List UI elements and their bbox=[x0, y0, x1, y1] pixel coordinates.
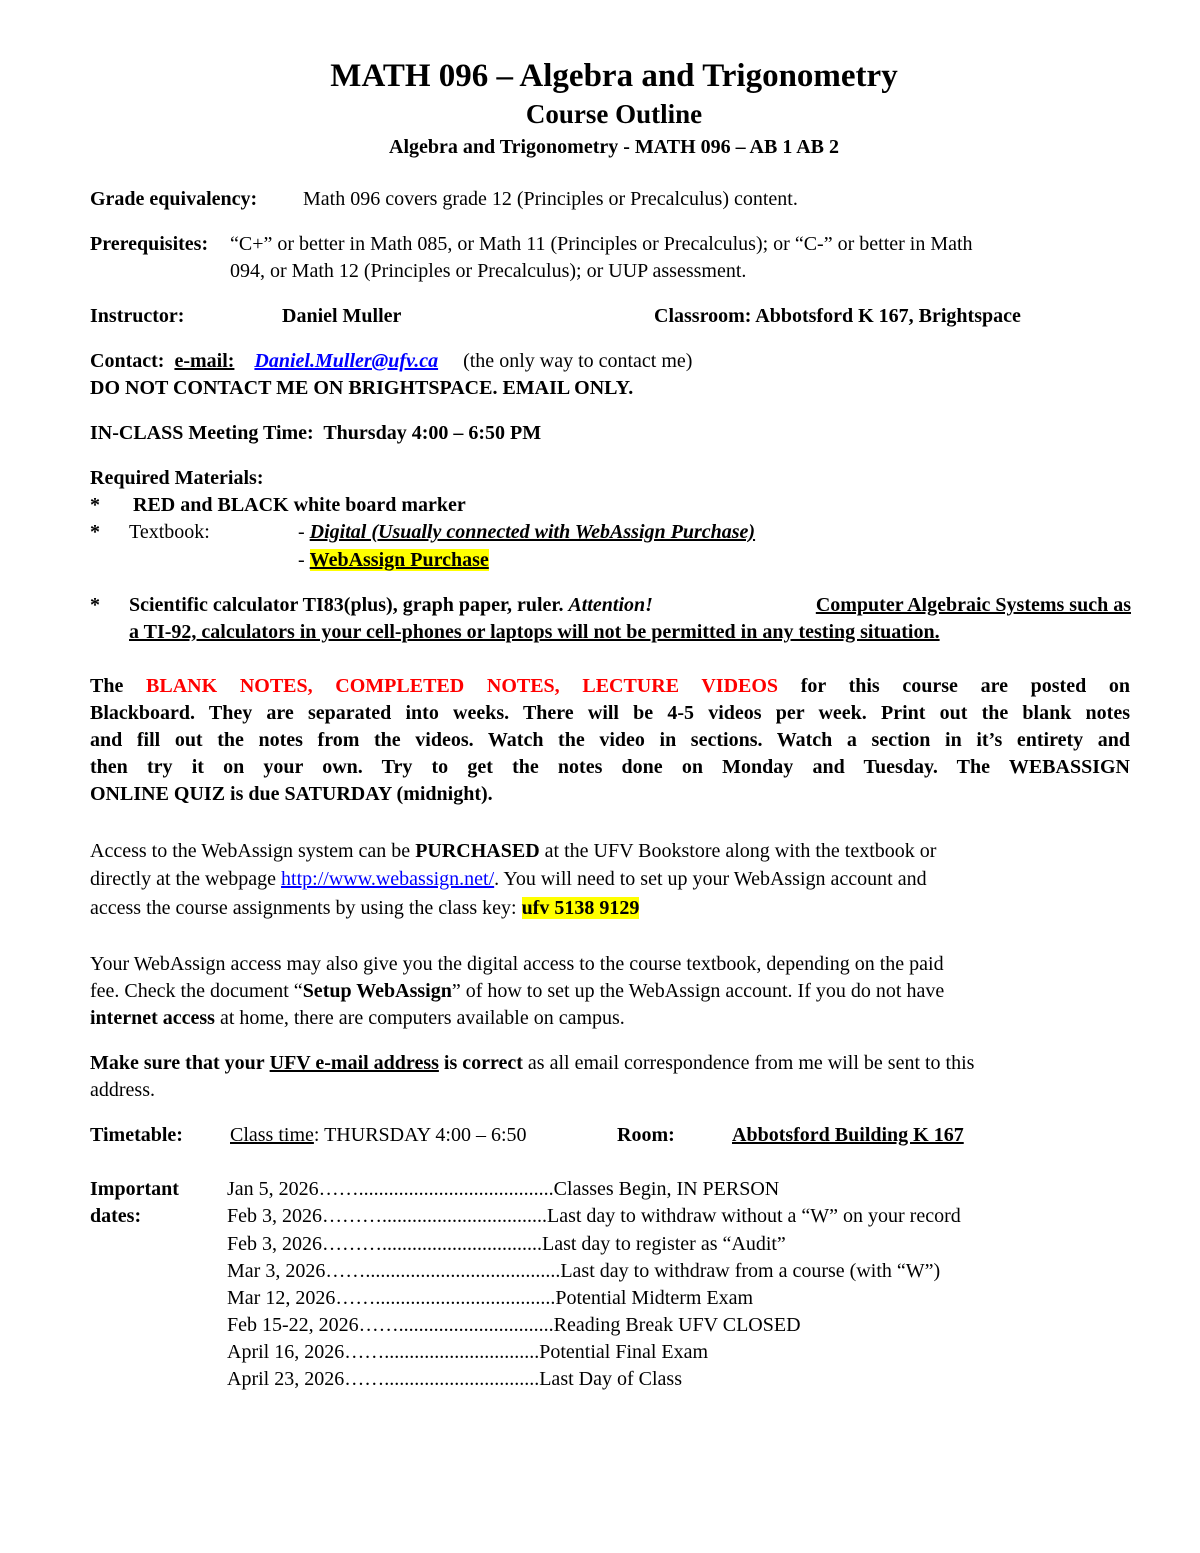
textbook-label: Textbook: bbox=[129, 521, 210, 543]
email-text-d: as all email correspondence from me will be sent to this bbox=[527, 1052, 975, 1074]
webassign-purchase-line bbox=[298, 549, 489, 572]
digital-text-e: at home, there are computers available on campus. bbox=[219, 1007, 625, 1029]
digital-text-a: fee. Check the document “ bbox=[90, 980, 303, 1002]
digital-line-1: Your WebAssign access may also give you the digital access to the course textbook, depending on the paid bbox=[90, 953, 944, 975]
date-event: Classes Begin, IN PERSON bbox=[553, 1178, 780, 1200]
calculator-line-1 bbox=[129, 594, 1131, 617]
room-text: Abbotsford Building K 167 bbox=[732, 1124, 964, 1146]
date-row bbox=[227, 1205, 961, 1228]
class-time: : THURSDAY 4:00 – 6:50 bbox=[313, 1124, 527, 1146]
internet-access: internet access bbox=[90, 1007, 215, 1029]
notes-red-text: BLANK NOTES, COMPLETED NOTES, LECTURE VIDEOS bbox=[146, 675, 779, 697]
textbook-digital-line bbox=[298, 521, 755, 544]
instructor-name: Daniel Muller bbox=[282, 305, 402, 327]
cas-warning-1: Computer Algebraic Systems such as bbox=[815, 594, 1131, 616]
notes-line-1-rest: for this course are posted on bbox=[800, 675, 1131, 697]
bullet-1: * bbox=[90, 494, 100, 516]
date-event: Last Day of Class bbox=[539, 1368, 682, 1390]
notes-line-4: then try it on your own. Try to get the notes done on Monday and Tuesday. The WEBASSIGN bbox=[90, 756, 1130, 778]
access-text-e: . You will need to set up your WebAssign account and bbox=[494, 868, 927, 890]
dash: - bbox=[298, 549, 305, 571]
class-key: ufv 5138 9129 bbox=[521, 897, 640, 919]
class-time-label: Class time bbox=[230, 1124, 314, 1146]
room-label: Room: bbox=[617, 1124, 675, 1146]
date-text: Feb 15-22, 2026……............................... bbox=[227, 1314, 554, 1336]
calculator-text: Scientific calculator TI83(plus), graph paper, ruler. bbox=[129, 594, 564, 616]
ufv-email-address: UFV e-mail address bbox=[269, 1052, 439, 1074]
digital-line-3 bbox=[90, 1007, 625, 1030]
textbook-digital: Digital (Usually connected with WebAssign Purchase) bbox=[309, 521, 756, 543]
prereq-label: Prerequisites: bbox=[90, 233, 209, 255]
date-event: Last day to register as “Audit” bbox=[542, 1233, 786, 1255]
page-title: MATH 096 – Algebra and Trigonometry bbox=[330, 58, 898, 94]
attention-text: Attention! bbox=[568, 594, 653, 616]
date-text: Jan 5, 2026……....................................... bbox=[227, 1178, 554, 1200]
date-text: Feb 3, 2026………................................ bbox=[227, 1233, 542, 1255]
date-event: Last day to withdraw from a course (with “W”) bbox=[560, 1260, 941, 1282]
email-text-a: Make sure that your bbox=[90, 1052, 265, 1074]
contact-label: Contact: bbox=[90, 350, 165, 372]
date-event: Reading Break UFV CLOSED bbox=[553, 1314, 801, 1336]
access-text-f: access the course assignments by using the class key: bbox=[90, 897, 517, 919]
date-row bbox=[227, 1341, 708, 1364]
instructor-label: Instructor: bbox=[90, 305, 185, 327]
access-text-a: Access to the WebAssign system can be bbox=[90, 840, 411, 862]
room-value bbox=[692, 1124, 1076, 1147]
marker-item: RED and BLACK white board marker bbox=[133, 494, 466, 516]
email-line-2: address. bbox=[90, 1079, 155, 1101]
page-subtitle: Course Outline bbox=[525, 99, 703, 129]
date-text: Feb 3, 2026………................................. bbox=[227, 1205, 547, 1227]
date-text: Mar 12, 2026…….................................... bbox=[227, 1287, 556, 1309]
access-purchased: PURCHASED bbox=[415, 840, 540, 862]
meeting-time: Thursday 4:00 – 6:50 PM bbox=[323, 422, 542, 444]
digital-line-2 bbox=[90, 980, 944, 1003]
date-text: Mar 3, 2026……....................................... bbox=[227, 1260, 561, 1282]
course-line: Algebra and Trigonometry - MATH 096 – AB 1 AB 2 bbox=[389, 136, 839, 158]
date-row bbox=[227, 1368, 682, 1391]
date-row bbox=[227, 1178, 779, 1201]
date-row bbox=[227, 1233, 786, 1256]
access-line-2 bbox=[90, 868, 927, 891]
contact-note: (the only way to contact me) bbox=[463, 350, 693, 372]
notes-line-1 bbox=[90, 675, 1130, 698]
digital-text-c: ” of how to set up the WebAssign account. If you do not have bbox=[451, 980, 945, 1002]
access-line-1 bbox=[90, 840, 936, 863]
email-text-c: is correct bbox=[443, 1052, 523, 1074]
access-text-d: directly at the webpage bbox=[90, 868, 277, 890]
setup-webassign-doc: Setup WebAssign bbox=[302, 980, 452, 1002]
bullet-2: * bbox=[90, 521, 100, 543]
meeting-label: IN-CLASS Meeting Time: bbox=[90, 422, 314, 444]
date-event: Potential Midterm Exam bbox=[555, 1287, 754, 1309]
email-line-1 bbox=[90, 1052, 974, 1075]
classroom: Classroom: Abbotsford K 167, Brightspace bbox=[654, 305, 1021, 327]
meeting-line bbox=[90, 422, 541, 445]
notes-line-3: and fill out the notes from the videos. Watch the video in sections. Watch a section in it’s entirety and bbox=[90, 729, 1130, 751]
contact-line bbox=[90, 350, 692, 373]
notes-line-5: ONLINE QUIZ is due SATURDAY (midnight). bbox=[90, 783, 493, 805]
webassign-purchase-link[interactable]: WebAssign Purchase bbox=[309, 549, 489, 571]
date-event: Last day to withdraw without a “W” on your record bbox=[547, 1205, 961, 1227]
timetable-label: Timetable: bbox=[90, 1124, 183, 1146]
dates-label-1: Important bbox=[90, 1178, 179, 1200]
date-text: April 23, 2026……............................... bbox=[227, 1368, 540, 1390]
email-label: e-mail: bbox=[174, 350, 235, 372]
date-row bbox=[227, 1314, 801, 1337]
prereq-line-2: 094, or Math 12 (Principles or Precalculus); or UUP assessment. bbox=[230, 260, 747, 282]
notes-the: The bbox=[90, 675, 124, 697]
grade-text: Math 096 covers grade 12 (Principles or Precalculus) content. bbox=[303, 188, 798, 210]
date-event: Potential Final Exam bbox=[539, 1341, 709, 1363]
materials-heading: Required Materials: bbox=[90, 467, 264, 489]
date-row bbox=[227, 1260, 940, 1283]
dates-label-2: dates: bbox=[90, 1205, 142, 1227]
dash: - bbox=[298, 521, 305, 543]
email-link[interactable]: Daniel.Muller@ufv.ca bbox=[254, 350, 439, 372]
class-time-line bbox=[230, 1124, 527, 1147]
contact-warning: DO NOT CONTACT ME ON BRIGHTSPACE. EMAIL ONLY. bbox=[90, 377, 634, 399]
cas-warning-2: a TI-92, calculators in your cell-phones or laptops will not be permitted in any testing situation. bbox=[129, 621, 940, 643]
prereq-line-1: “C+” or better in Math 085, or Math 11 (Principles or Precalculus); or “C-” or better in Math bbox=[230, 233, 973, 255]
bullet-3: * bbox=[90, 594, 100, 616]
access-text-c: at the UFV Bookstore along with the textbook or bbox=[544, 840, 937, 862]
grade-label: Grade equivalency: bbox=[90, 188, 258, 210]
notes-line-2: Blackboard. They are separated into weeks. There will be 4-5 videos per week. Print out the blank notes bbox=[90, 702, 1130, 724]
date-text: April 16, 2026……............................... bbox=[227, 1341, 540, 1363]
access-line-3 bbox=[90, 897, 639, 920]
date-row bbox=[227, 1287, 753, 1310]
webassign-url-link[interactable]: http://www.webassign.net/ bbox=[281, 868, 495, 890]
